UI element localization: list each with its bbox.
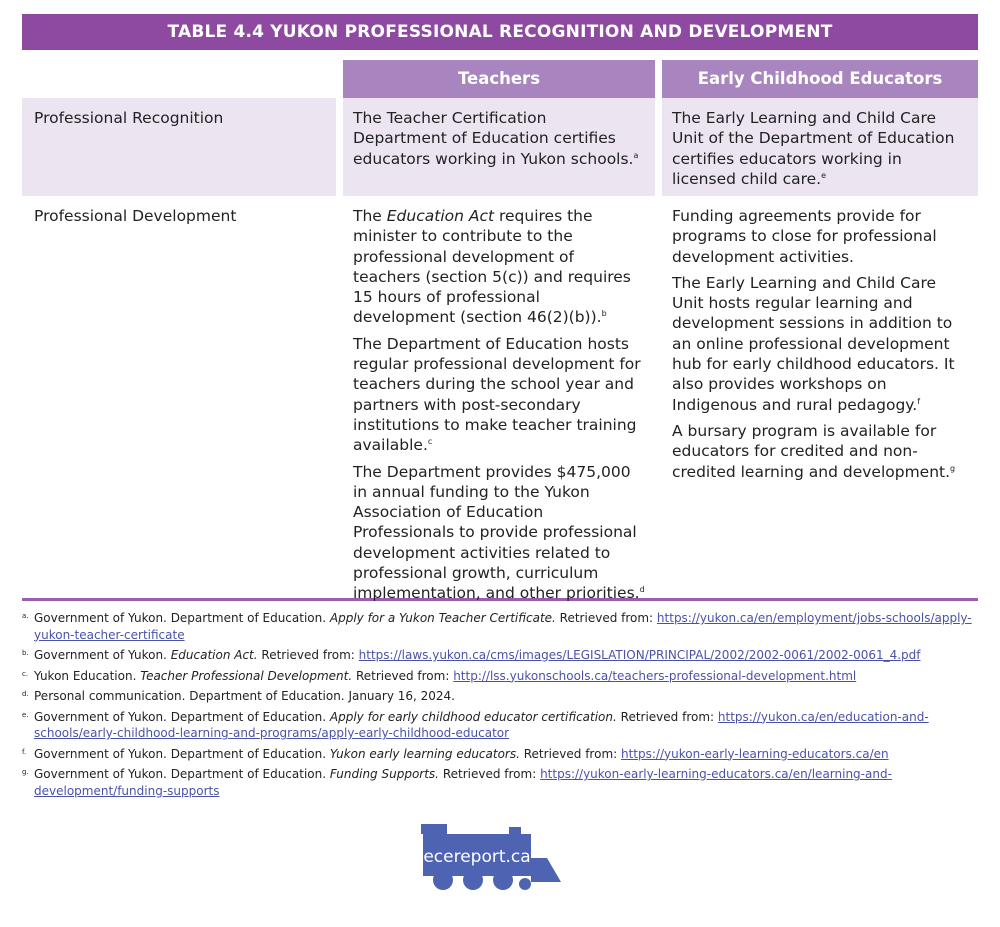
cell-paragraph: The Department of Education hosts regular professional development for teachers during the school year and partners with post-secondary institutions to make teacher training available.$^c$ [353,334,641,455]
footnote-link[interactable]: https://yukon.ca/en/employment/jobs-schools/apply-yukon-teacher-certificate [34,611,972,642]
cell-paragraph: A bursary program is available for educators for credited and non-credited learning and development.$^g$ [672,421,956,481]
footnote: c. Yukon Education. Teacher Professional Development. Retrieved from: http://lss.yukonschools.ca/teachers-professional-development.html [22,668,857,683]
column-header-teachers: Teachers [343,60,655,98]
cell-teachers-recognition [343,98,655,196]
cell-paragraph: The Teacher Certification Department of Education certifies educators working in Yukon schools.$^a$ [353,109,639,168]
footnote: f. Government of Yukon. Department of Education. Yukon early learning educators. Retrieved from: https://yukon-early-learning-educators.ca/en [22,746,889,761]
footnote-link[interactable]: https://laws.yukon.ca/cms/images/LEGISLATION/PRINCIPAL/2002/2002-0061/2002-0061_4.pdf [358,648,921,662]
cell-ece-development [662,196,978,598]
logo-text: ecereport.ca [423,847,531,867]
footnote: e. Government of Yukon. Department of Education. Apply for early childhood educator certification. Retrieved from: https://yukon.ca/en/education-and-schools/early-childhood-learning-and-programs/apply-early-childhood-educator [22,709,929,740]
footnote-link[interactable]: https://yukon-early-learning-educators.ca/en [621,746,889,761]
footnote-link[interactable]: https://yukon-early-learning-educators.ca/en/learning-and-development/funding-supports [34,767,892,798]
cell-paragraph: The Department provides $475,000 in annual funding to the Yukon Association of Education Professionals to provide professional development activities related to professional growth, curriculum implementation, and other priorities.$^d$ [353,462,645,603]
footnotes [22,610,978,799]
cell-ece-recognition [662,98,978,196]
table-container [22,14,978,803]
cell-paragraph: The Early Learning and Child Care Unit of the Department of Education certifies educators working in licensed child care.$^e$ [672,109,955,188]
cell-paragraph: The Early Learning and Child Care Unit hosts regular learning and development sessions in addition to an online professional development hub for early childhood educators. It also provides workshops on Indigenous and rural pedagogy.$^f$ [672,273,955,414]
footnote: a. Government of Yukon. Department of Education. Apply for a Yukon Teacher Certificate. Retrieved from: https://yukon.ca/en/employment/jobs-schools/apply-yukon-teacher-certificate [22,611,972,642]
footnote: g. Government of Yukon. Department of Education. Funding Supports. Retrieved from: https://yukon-early-learning-educators.ca/en/learning-and-development/funding-supports [22,767,892,798]
row-label: Professional Recognition [22,98,336,196]
table-title: TABLE 4.4 YUKON PROFESSIONAL RECOGNITION AND DEVELOPMENT [22,14,978,50]
column-header-ece: Early Childhood Educators [662,60,978,98]
cell-paragraph: The Education Act requires the minister to contribute to the professional development of teachers (section 5(c)) and requires 15 hours of professional development (section 46(2)(b)).$^b$ [353,207,631,327]
footnote: b. Government of Yukon. Education Act. Retrieved from: https://laws.yukon.ca/cms/images/LEGISLATION/PRINCIPAL/2002/2002-0061/2002-0061_4.pdf [22,648,921,662]
cell-paragraph: Funding agreements provide for programs to close for professional development activities. [672,207,937,266]
footnote-link[interactable]: https://yukon.ca/en/education-and-schools/early-childhood-learning-and-programs/apply-early-childhood-educator [34,709,929,740]
column-header-row [22,60,978,98]
row-label: Professional Development [34,207,237,225]
header-blank-cell [22,60,336,98]
footnote: d. Personal communication. Department of Education. January 16, 2024. [22,689,455,703]
cell-teachers-development [343,196,655,603]
footnote-link[interactable]: http://lss.yukonschools.ca/teachers-professional-development.html [453,668,857,683]
table-row-development [22,196,978,603]
train-engine-icon[interactable] [421,824,565,892]
table-row-recognition [22,98,978,196]
